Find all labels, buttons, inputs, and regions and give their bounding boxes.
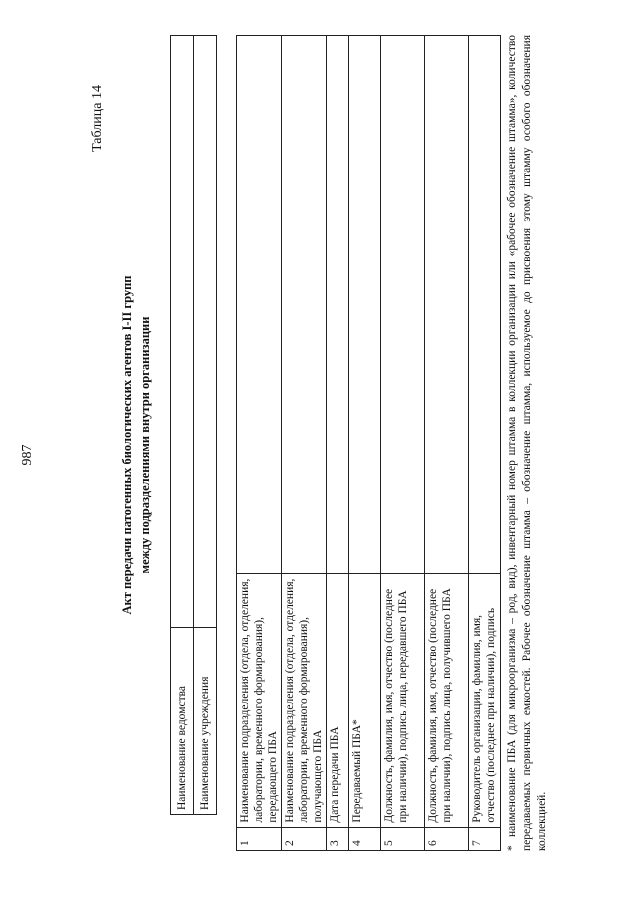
header-row-ministry: [171, 36, 194, 815]
row-value: [469, 36, 501, 574]
header-value-institution: [194, 36, 217, 628]
table-row: [237, 36, 282, 851]
title-line-1: Акт передачи патогенных биологических агентов I-II групп: [120, 275, 134, 615]
header-label-ministry: Наименование ведомства: [171, 628, 194, 815]
row-value: [425, 36, 469, 574]
row-number: 7: [469, 827, 501, 850]
row-value: [282, 36, 327, 574]
title-line-2: между подразделениями внутри организации: [138, 316, 152, 574]
table-row: [327, 36, 349, 851]
footnote-text: наименование ПБА (для микроорганизма – род, вид), инвентарный номер штамма в коллекции организации или «рабочее обозначение штамма», количество передаваемых первичных емкостей. Рабочее обозначение штамма – обозначение штамма, используемое до присвоения этому штамму особого обозначения коллекцией.: [506, 35, 548, 851]
row-description: Дата передачи ПБА: [327, 574, 349, 827]
row-value: [349, 36, 381, 574]
row-description: Наименование подразделения (отдела, отделения, лаборатории, временного формирования), передающего ПБА: [237, 574, 282, 827]
header-row-institution: [194, 36, 217, 815]
row-number: 3: [327, 827, 349, 850]
header-label-institution: Наименование учреждения: [194, 628, 217, 815]
footnote: [505, 35, 550, 851]
row-description: Наименование подразделения (отдела, отделения, лаборатории, временного формирования), получающего ПБА: [282, 574, 327, 827]
table-row: [469, 36, 501, 851]
table-row: [349, 36, 381, 851]
table-row: [381, 36, 425, 851]
footnote-mark: *: [506, 845, 518, 851]
row-number: 5: [381, 827, 425, 850]
row-value: [327, 36, 349, 574]
row-description: Должность, фамилия, имя, отчество (последнее при наличии), подпись лица, получившего ПБА: [425, 574, 469, 827]
row-number: 4: [349, 827, 381, 850]
row-number: 2: [282, 827, 327, 850]
row-number: 1: [237, 827, 282, 850]
row-description: Должность, фамилия, имя, отчество (последнее при наличии), подпись лица, передавшего ПБА: [381, 574, 425, 827]
page-number: 987: [20, 444, 35, 466]
header-value-ministry: [171, 36, 194, 628]
row-value: [381, 36, 425, 574]
row-number: 6: [425, 827, 469, 850]
table-label: Таблица 14: [90, 85, 105, 152]
row-value: [237, 36, 282, 574]
row-description: Передаваемый ПБА*: [349, 574, 381, 827]
document-title: [118, 165, 154, 725]
table-row: [282, 36, 327, 851]
transfer-table: [236, 35, 501, 851]
row-description: Руководитель организации, фамилия, имя, отчество (последнее при наличии), подпись: [469, 574, 501, 827]
header-table: [170, 35, 217, 815]
table-row: [425, 36, 469, 851]
